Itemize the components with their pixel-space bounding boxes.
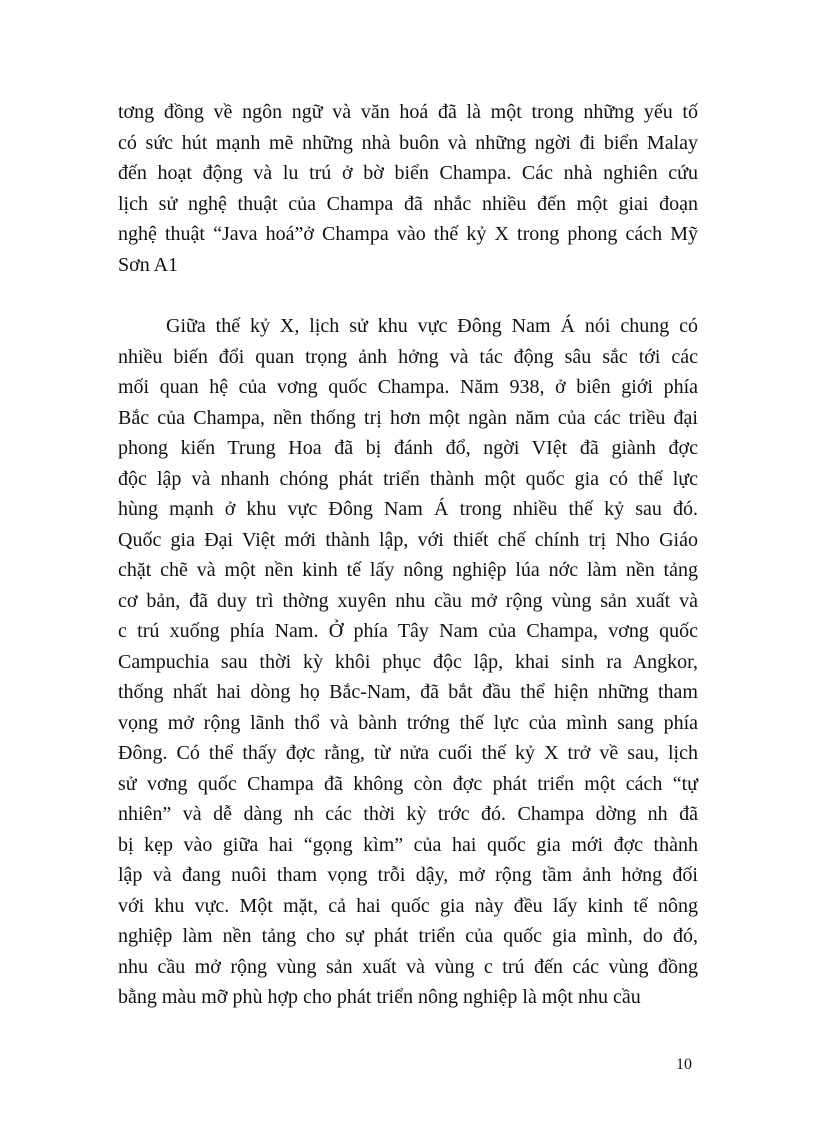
text-line: độc lập và nhanh chóng phát triển thành một quốc gia có thế lực [118, 467, 698, 490]
text-line: nhiều biến đổi quan trọng ảnh hởng và tác động sâu sắc tới các [118, 345, 698, 368]
text-line: cơ bản, đã duy trì thờng xuyên nhu cầu mở rộng vùng sản xuất và [118, 589, 698, 612]
text-line: chặt chẽ và một nền kinh tế lấy nông nghiệp lúa nớc làm nền tảng [118, 559, 698, 581]
text-line: sử vơng quốc Champa đã không còn đợc phát triển một cách “tự [118, 772, 698, 795]
text-line: lập và đang nuôi tham vọng trỗi dậy, mở rộng tầm ảnh hởng đối [118, 864, 698, 886]
text-line: Đông. Có thể thấy đợc rằng, từ nửa cuối thế kỷ X trở về sau, lịch [118, 742, 698, 764]
text-line: tơng đồng về ngôn ngữ và văn hoá đã là một trong những yếu tố [118, 101, 698, 123]
text-line: lịch sử nghệ thuật của Champa đã nhắc nhiều đến một giai đoạn [118, 192, 698, 215]
text-line: có sức hút mạnh mẽ những nhà buôn và những ngời đi biển Malay [118, 131, 698, 154]
text-line: đến hoạt động và lu trú ở bờ biển Champa. Các nhà nghiên cứu [118, 162, 698, 184]
text-line: với khu vực. Một mặt, cả hai quốc gia này đều lấy kinh tế nông [118, 894, 698, 917]
text-line: Giữa thế kỷ X, lịch sử khu vực Đông Nam Á nói chung có [166, 315, 698, 337]
text-line: hùng mạnh ở khu vực Đông Nam Á trong nhiều thế kỷ sau đó. [118, 498, 698, 520]
text-line: thống nhất hai dòng họ Bắc-Nam, đã bắt đầu thể hiện những tham [118, 681, 698, 703]
text-line: nghiệp làm nền tảng cho sự phát triển của quốc gia mình, do đó, [118, 925, 698, 947]
text-line: c trú xuống phía Nam. Ở phía Tây Nam của Champa, vơng quốc [118, 620, 698, 642]
text-line: bằng màu mỡ phù hợp cho phát triển nông nghiệp là một nhu cầu [118, 986, 641, 1008]
text-line: bị kẹp vào giữa hai “gọng kìm” của hai quốc gia mới đợc thành [118, 833, 698, 856]
text-line: mối quan hệ của vơng quốc Champa. Năm 938, ở biên giới phía [118, 376, 698, 398]
text-line: Bắc của Champa, nền thống trị hơn một ngàn năm của các triều đại [118, 406, 698, 429]
text-line: Campuchia sau thời kỳ khôi phục độc lập, khai sinh ra Angkor, [118, 650, 698, 673]
paragraph-1 [118, 97, 698, 280]
paragraph-2 [118, 311, 698, 1013]
text-line: nghệ thuật “Java hoá”ở Champa vào thế kỷ X trong phong cách Mỹ [118, 223, 698, 245]
text-line: nhu cầu mở rộng vùng sản xuất và vùng c trú đến các vùng đồng [118, 955, 698, 978]
text-line: Sơn A1 [118, 253, 179, 276]
text-line: Quốc gia Đại Việt mới thành lập, với thiết chế chính trị Nho Giáo [118, 528, 698, 551]
text-line: nhiên” và dễ dàng nh các thời kỳ trớc đó. Champa dờng nh đã [118, 803, 698, 825]
page-number: 10 [676, 1056, 692, 1073]
text-line: vọng mở rộng lãnh thổ và bành trớng thế lực của mình sang phía [118, 711, 698, 734]
text-line: phong kiến Trung Hoa đã bị đánh đổ, ngời VIệt đã giành đợc [118, 437, 698, 459]
